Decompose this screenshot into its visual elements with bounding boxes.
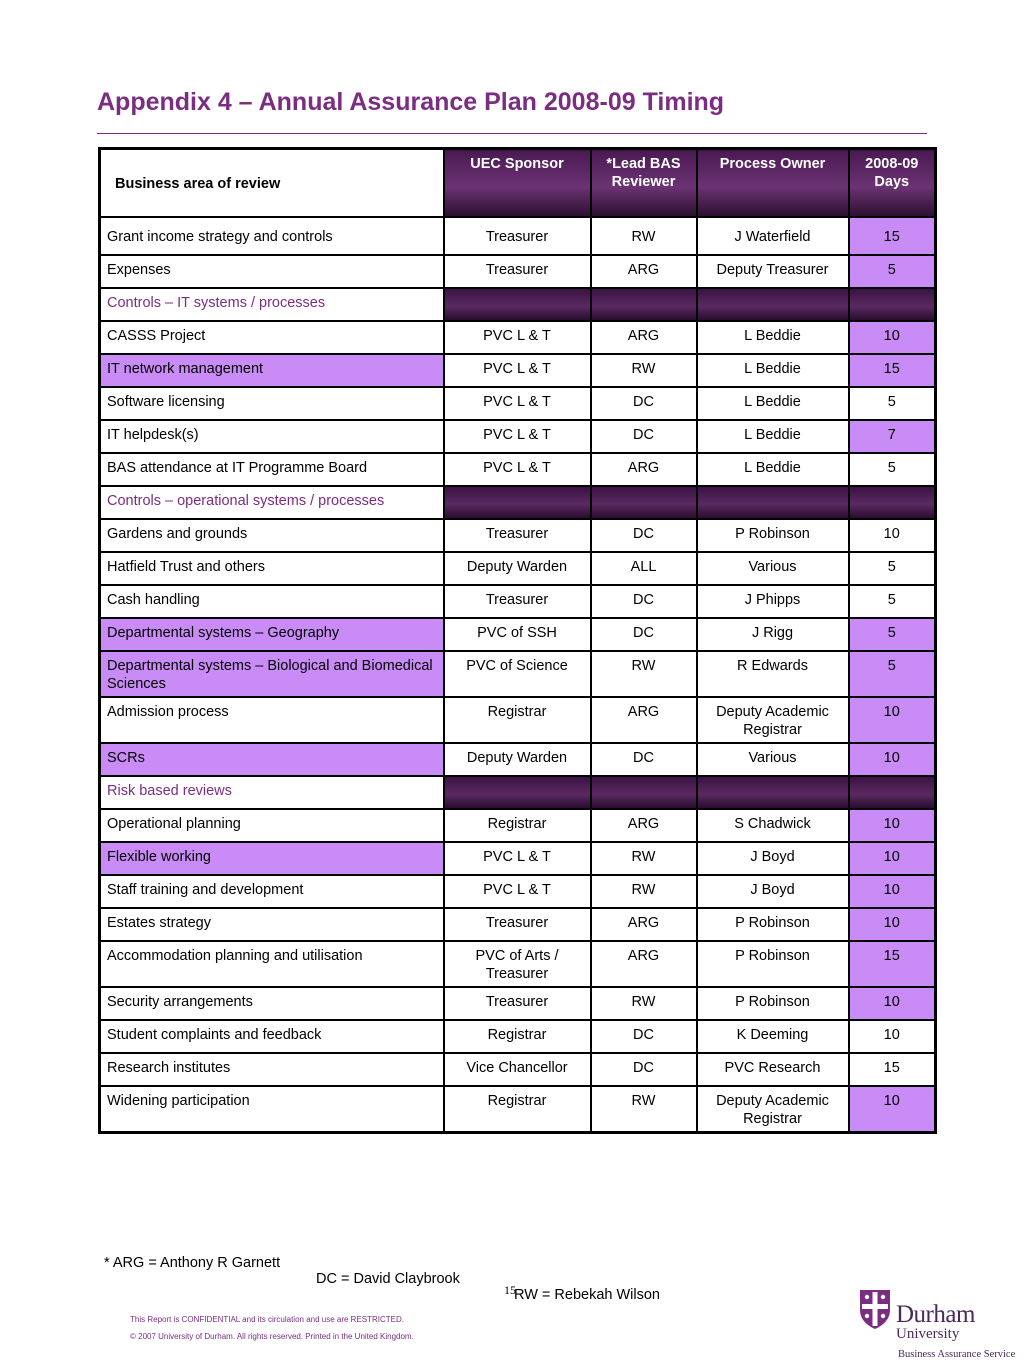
sponsor-cell: Treasurer	[444, 519, 591, 552]
days-cell: 5	[849, 585, 936, 618]
reviewer-cell: RW	[591, 987, 697, 1020]
section-header-row	[100, 288, 936, 321]
section-header-row	[100, 776, 936, 809]
process-owner-cell: J Boyd	[697, 842, 849, 875]
business-area-cell: Admission process	[100, 697, 444, 743]
section-title: Controls – operational systems / processes	[100, 486, 444, 519]
reviewer-cell: DC	[591, 420, 697, 453]
business-area-cell: BAS attendance at IT Programme Board	[100, 453, 444, 486]
process-owner-cell: Various	[697, 743, 849, 776]
process-owner-cell: Deputy Treasurer	[697, 255, 849, 288]
sponsor-cell: Registrar	[444, 697, 591, 743]
days-cell: 10	[849, 987, 936, 1020]
sponsor-cell: Treasurer	[444, 255, 591, 288]
reviewer-cell: ARG	[591, 697, 697, 743]
process-owner-cell: K Deeming	[697, 1020, 849, 1053]
process-owner-cell: L Beddie	[697, 354, 849, 387]
sponsor-cell: Vice Chancellor	[444, 1053, 591, 1086]
sponsor-cell: PVC L & T	[444, 321, 591, 354]
process-owner-cell: J Boyd	[697, 875, 849, 908]
shield-icon	[858, 1288, 892, 1330]
confidentiality-notice: This Report is CONFIDENTIAL and its circulation and use are RESTRICTED.	[130, 1315, 405, 1324]
section-fill-cell	[849, 486, 936, 519]
table-row	[100, 387, 936, 420]
section-fill-cell	[591, 288, 697, 321]
table-row	[100, 651, 936, 697]
process-owner-cell: L Beddie	[697, 453, 849, 486]
sponsor-cell: PVC L & T	[444, 420, 591, 453]
header-lead-reviewer: *Lead BAS Reviewer	[591, 149, 697, 218]
process-owner-cell: L Beddie	[697, 420, 849, 453]
reviewer-cell: ARG	[591, 908, 697, 941]
days-cell: 10	[849, 908, 936, 941]
process-owner-cell: P Robinson	[697, 941, 849, 987]
table-row	[100, 743, 936, 776]
header-uec-sponsor: UEC Sponsor	[444, 149, 591, 218]
reviewer-cell: DC	[591, 618, 697, 651]
sponsor-cell: Deputy Warden	[444, 743, 591, 776]
key-arg: * ARG = Anthony R Garnett	[104, 1255, 281, 1271]
table-row	[100, 987, 936, 1020]
process-owner-cell: L Beddie	[697, 321, 849, 354]
days-cell: 10	[849, 697, 936, 743]
table-row	[100, 618, 936, 651]
page-number: 15	[504, 1283, 516, 1297]
days-cell: 5	[849, 255, 936, 288]
business-area-cell: Estates strategy	[100, 908, 444, 941]
header-process-owner: Process Owner	[697, 149, 849, 218]
sponsor-cell: Treasurer	[444, 908, 591, 941]
reviewer-cell: DC	[591, 585, 697, 618]
sponsor-cell: PVC L & T	[444, 875, 591, 908]
section-fill-cell	[444, 486, 591, 519]
process-owner-cell: J Rigg	[697, 618, 849, 651]
business-area-cell: IT network management	[100, 354, 444, 387]
process-owner-cell: P Robinson	[697, 519, 849, 552]
process-owner-cell: Deputy Academic Registrar	[697, 697, 849, 743]
process-owner-cell: J Phipps	[697, 585, 849, 618]
sponsor-cell: PVC of Arts / Treasurer	[444, 941, 591, 987]
logo-name: Durham	[896, 1301, 975, 1328]
section-fill-cell	[849, 288, 936, 321]
table-row	[100, 1020, 936, 1053]
process-owner-cell: P Robinson	[697, 987, 849, 1020]
table-row	[100, 941, 936, 987]
reviewer-cell: ARG	[591, 321, 697, 354]
days-cell: 10	[849, 809, 936, 842]
section-fill-cell	[849, 776, 936, 809]
process-owner-cell: S Chadwick	[697, 809, 849, 842]
table-row	[100, 1086, 936, 1133]
section-header-row	[100, 486, 936, 519]
title-divider	[97, 133, 927, 134]
days-cell: 15	[849, 217, 936, 255]
table-row	[100, 809, 936, 842]
header-days: 2008-09 Days	[849, 149, 936, 218]
business-area-cell: Gardens and grounds	[100, 519, 444, 552]
days-cell: 15	[849, 941, 936, 987]
process-owner-cell: P Robinson	[697, 908, 849, 941]
sponsor-cell: PVC L & T	[444, 354, 591, 387]
table-header-row	[100, 149, 936, 218]
days-cell: 5	[849, 387, 936, 420]
business-area-cell: IT helpdesk(s)	[100, 420, 444, 453]
reviewer-cell: ARG	[591, 453, 697, 486]
business-area-cell: Flexible working	[100, 842, 444, 875]
business-area-cell: Cash handling	[100, 585, 444, 618]
process-owner-cell: J Waterfield	[697, 217, 849, 255]
business-area-cell: Widening participation	[100, 1086, 444, 1133]
section-fill-cell	[444, 288, 591, 321]
reviewer-cell: ARG	[591, 809, 697, 842]
table-body	[100, 217, 936, 1133]
section-fill-cell	[591, 486, 697, 519]
table-row	[100, 420, 936, 453]
business-area-cell: Grant income strategy and controls	[100, 217, 444, 255]
durham-university-logo	[858, 1288, 1018, 1363]
table-row	[100, 585, 936, 618]
table-row	[100, 354, 936, 387]
business-area-cell: CASSS Project	[100, 321, 444, 354]
key-dc: DC = David Claybrook	[316, 1271, 460, 1287]
business-area-cell: Hatfield Trust and others	[100, 552, 444, 585]
business-area-cell: SCRs	[100, 743, 444, 776]
sponsor-cell: Treasurer	[444, 987, 591, 1020]
page-title: Appendix 4 – Annual Assurance Plan 2008-09 Timing	[97, 88, 725, 116]
reviewer-cell: ARG	[591, 255, 697, 288]
process-owner-cell: Deputy Academic Registrar	[697, 1086, 849, 1133]
days-cell: 5	[849, 618, 936, 651]
table-row	[100, 321, 936, 354]
table-row	[100, 217, 936, 255]
business-area-cell: Expenses	[100, 255, 444, 288]
copyright-notice: © 2007 University of Durham. All rights reserved. Printed in the United Kingdom.	[130, 1332, 414, 1341]
days-cell: 5	[849, 651, 936, 697]
process-owner-cell: L Beddie	[697, 387, 849, 420]
reviewer-cell: RW	[591, 217, 697, 255]
business-area-cell: Security arrangements	[100, 987, 444, 1020]
business-area-cell: Student complaints and feedback	[100, 1020, 444, 1053]
sponsor-cell: PVC L & T	[444, 387, 591, 420]
section-fill-cell	[697, 288, 849, 321]
section-fill-cell	[697, 776, 849, 809]
sponsor-cell: Registrar	[444, 1020, 591, 1053]
sponsor-cell: Registrar	[444, 809, 591, 842]
reviewer-cell: DC	[591, 387, 697, 420]
reviewer-cell: ALL	[591, 552, 697, 585]
days-cell: 10	[849, 1086, 936, 1133]
days-cell: 15	[849, 354, 936, 387]
business-area-cell: Software licensing	[100, 387, 444, 420]
section-fill-cell	[591, 776, 697, 809]
table-row	[100, 255, 936, 288]
days-cell: 10	[849, 1020, 936, 1053]
reviewer-cell: DC	[591, 1020, 697, 1053]
logo-university: University	[896, 1326, 960, 1342]
table-row	[100, 552, 936, 585]
section-fill-cell	[444, 776, 591, 809]
table-row	[100, 519, 936, 552]
reviewer-cell: DC	[591, 743, 697, 776]
section-title: Controls – IT systems / processes	[100, 288, 444, 321]
section-title: Risk based reviews	[100, 776, 444, 809]
days-cell: 10	[849, 842, 936, 875]
process-owner-cell: R Edwards	[697, 651, 849, 697]
days-cell: 10	[849, 519, 936, 552]
assurance-plan-table	[98, 147, 937, 1134]
days-cell: 10	[849, 743, 936, 776]
days-cell: 10	[849, 321, 936, 354]
sponsor-cell: Registrar	[444, 1086, 591, 1133]
section-fill-cell	[697, 486, 849, 519]
business-area-cell: Departmental systems – Geography	[100, 618, 444, 651]
reviewer-cell: RW	[591, 875, 697, 908]
sponsor-cell: Deputy Warden	[444, 552, 591, 585]
days-cell: 7	[849, 420, 936, 453]
process-owner-cell: Various	[697, 552, 849, 585]
sponsor-cell: Treasurer	[444, 585, 591, 618]
business-area-cell: Operational planning	[100, 809, 444, 842]
process-owner-cell: PVC Research	[697, 1053, 849, 1086]
business-area-cell: Accommodation planning and utilisation	[100, 941, 444, 987]
sponsor-cell: PVC L & T	[444, 842, 591, 875]
days-cell: 5	[849, 453, 936, 486]
header-business-area: Business area of review	[100, 149, 444, 218]
reviewer-cell: ARG	[591, 941, 697, 987]
sponsor-cell: PVC L & T	[444, 453, 591, 486]
key-rw: RW = Rebekah Wilson	[514, 1287, 660, 1303]
sponsor-cell: PVC of Science	[444, 651, 591, 697]
days-cell: 5	[849, 552, 936, 585]
sponsor-cell: PVC of SSH	[444, 618, 591, 651]
table-row	[100, 1053, 936, 1086]
table-row	[100, 875, 936, 908]
sponsor-cell: Treasurer	[444, 217, 591, 255]
reviewer-cell: RW	[591, 354, 697, 387]
business-area-cell: Staff training and development	[100, 875, 444, 908]
table-row	[100, 697, 936, 743]
reviewer-cell: RW	[591, 1086, 697, 1133]
business-area-cell: Departmental systems – Biological and Biomedical Sciences	[100, 651, 444, 697]
reviewer-cell: RW	[591, 842, 697, 875]
days-cell: 15	[849, 1053, 936, 1086]
business-area-cell: Research institutes	[100, 1053, 444, 1086]
reviewer-cell: RW	[591, 651, 697, 697]
table-row	[100, 842, 936, 875]
reviewer-cell: DC	[591, 519, 697, 552]
days-cell: 10	[849, 875, 936, 908]
reviewer-cell: DC	[591, 1053, 697, 1086]
table-row	[100, 453, 936, 486]
logo-service: Business Assurance Service	[898, 1349, 1016, 1360]
table-row	[100, 908, 936, 941]
